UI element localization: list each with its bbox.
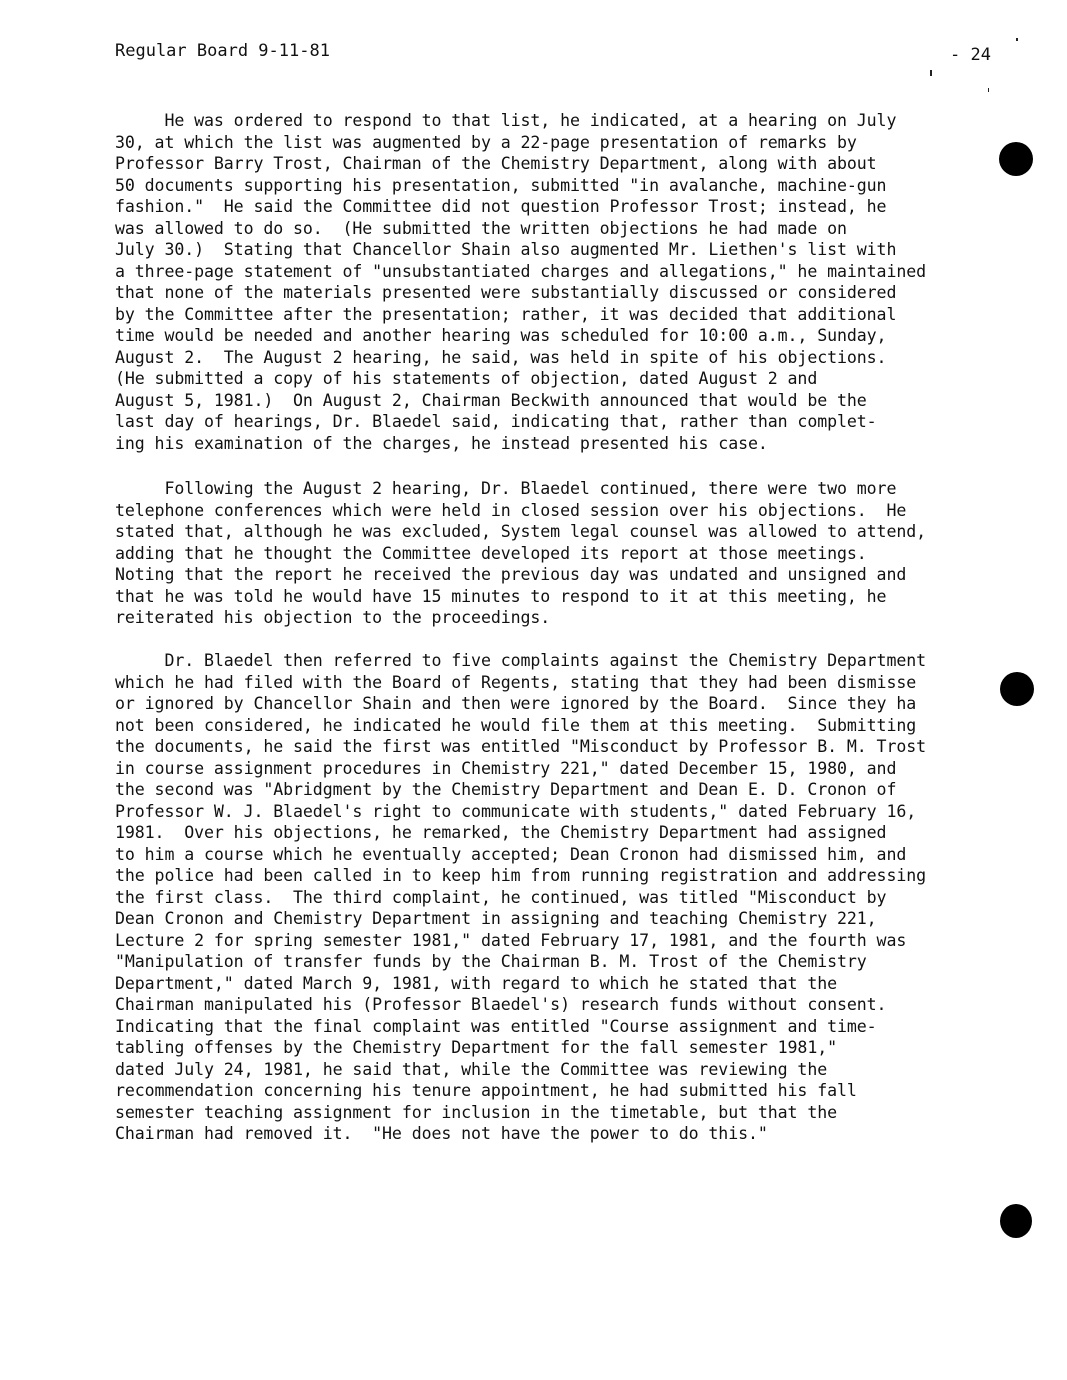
scan-speck — [1016, 38, 1018, 41]
text-line: Dean Cronon and Chemistry Department in assigning and teaching Chemistry 221, — [115, 909, 877, 928]
text-line: August 2. The August 2 hearing, he said, was held in spite of his objections. — [115, 347, 887, 367]
text-line: Indicating that the final complaint was entitled "Course assignment and time- — [115, 1016, 877, 1036]
text-line: time would be needed and another hearing was scheduled for 10:00 a.m., Sunday, — [115, 326, 887, 345]
text-line: reiterated his objection to the proceedings. — [115, 608, 551, 627]
text-line: dated July 24, 1981, he said that, while the Committee was reviewing the — [115, 1059, 828, 1079]
text-line: by the Committee after the presentation; rather, it was decided that additional — [115, 304, 897, 324]
scan-speck — [930, 70, 932, 76]
text-line: August 5, 1981.) On August 2, Chairman Beckwith announced that would be the — [115, 390, 867, 410]
text-line: Department," dated March 9, 1981, with regard to which he stated that the — [115, 973, 837, 993]
text-line: Noting that the report he received the previous day was undated and unsigned and — [115, 565, 907, 584]
text-line: Chairman manipulated his (Professor Blaedel's) research funds without consent. — [115, 995, 887, 1014]
text-line: to him a course which he eventually accepted; Dean Cronon had dismissed him, and — [115, 844, 907, 864]
text-line: Dr. Blaedel then referred to five complaints against the Chemistry Department — [115, 651, 927, 670]
punch-hole-bottom — [1000, 1204, 1032, 1238]
text-line: Professor Barry Trost, Chairman of the Chemistry Department, along with about — [115, 154, 877, 173]
text-line: adding that he thought the Committee developed its report at those meetings. — [115, 543, 867, 563]
text-line: 30, at which the list was augmented by a 22-page presentation of remarks by — [115, 132, 857, 152]
text-line: tabling offenses by the Chemistry Department for the fall semester 1981," — [115, 1038, 837, 1057]
text-line: the documents, he said the first was entitled "Misconduct by Professor B. M. Trost — [115, 737, 927, 756]
page-number: - 24 — [950, 45, 991, 65]
text-line: stated that, although he was excluded, System legal counsel was allowed to attend, — [115, 522, 927, 541]
text-line: that he was told he would have 15 minutes to respond to it at this meeting, he — [115, 586, 887, 606]
text-line: Professor W. J. Blaedel's right to communicate with students," dated February 16, — [115, 801, 917, 821]
text-line: not been considered, he indicated he would file them at this meeting. Submitting — [115, 715, 917, 735]
text-line: Chairman had removed it. "He does not have the power to do this." — [115, 1124, 768, 1143]
paragraph-1 — [115, 110, 1015, 454]
text-line: fashion." He said the Committee did not question Professor Trost; instead, he — [115, 197, 887, 216]
text-line: a three-page statement of "unsubstantiated charges and allegations," he maintained — [115, 261, 927, 281]
text-line: 1981. Over his objections, he remarked, the Chemistry Department had assigned — [115, 823, 887, 842]
text-line: which he had filed with the Board of Regents, stating that they had been dismisse — [115, 672, 917, 692]
text-line: or ignored by Chancellor Shain and then were ignored by the Board. Since they ha — [115, 694, 917, 713]
text-line: 50 documents supporting his presentation, submitted "in avalanche, machine-gun — [115, 175, 887, 195]
text-line: in course assignment procedures in Chemistry 221," dated December 15, 1980, and — [115, 758, 897, 778]
text-line: July 30.) Stating that Chancellor Shain also augmented Mr. Liethen's list with — [115, 240, 897, 259]
text-line: Following the August 2 hearing, Dr. Blaedel continued, there were two more — [115, 479, 897, 498]
text-line: telephone conferences which were held in closed session over his objections. He — [115, 500, 907, 520]
text-line: the first class. The third complaint, he continued, was titled "Misconduct by — [115, 887, 887, 907]
text-line: the second was "Abridgment by the Chemistry Department and Dean E. D. Cronon of — [115, 780, 897, 799]
text-line: Lecture 2 for spring semester 1981," dated February 17, 1981, and the fourth was — [115, 930, 907, 950]
text-line: that none of the materials presented were substantially discussed or considered — [115, 283, 897, 302]
text-line: last day of hearings, Dr. Blaedel said, indicating that, rather than complet- — [115, 412, 877, 431]
text-line: was allowed to do so. (He submitted the written objections he had made on — [115, 218, 847, 238]
page-header-title: Regular Board 9-11-81 — [115, 41, 330, 61]
text-line: the police had been called in to keep him from running registration and addressing — [115, 866, 927, 885]
text-line: "Manipulation of transfer funds by the Chairman B. M. Trost of the Chemistry — [115, 952, 867, 971]
text-line: He was ordered to respond to that list, he indicated, at a hearing on July — [115, 111, 897, 130]
scan-speck — [988, 88, 989, 92]
paragraph-3 — [115, 650, 1015, 1145]
punch-hole-middle — [1000, 672, 1034, 706]
text-line: semester teaching assignment for inclusion in the timetable, but that the — [115, 1102, 837, 1122]
punch-hole-top — [999, 142, 1033, 176]
text-line: (He submitted a copy of his statements of objection, dated August 2 and — [115, 369, 818, 388]
paragraph-2 — [115, 478, 1015, 629]
text-line: ing his examination of the charges, he instead presented his case. — [115, 433, 768, 453]
text-line: recommendation concerning his tenure appointment, he had submitted his fall — [115, 1081, 857, 1100]
